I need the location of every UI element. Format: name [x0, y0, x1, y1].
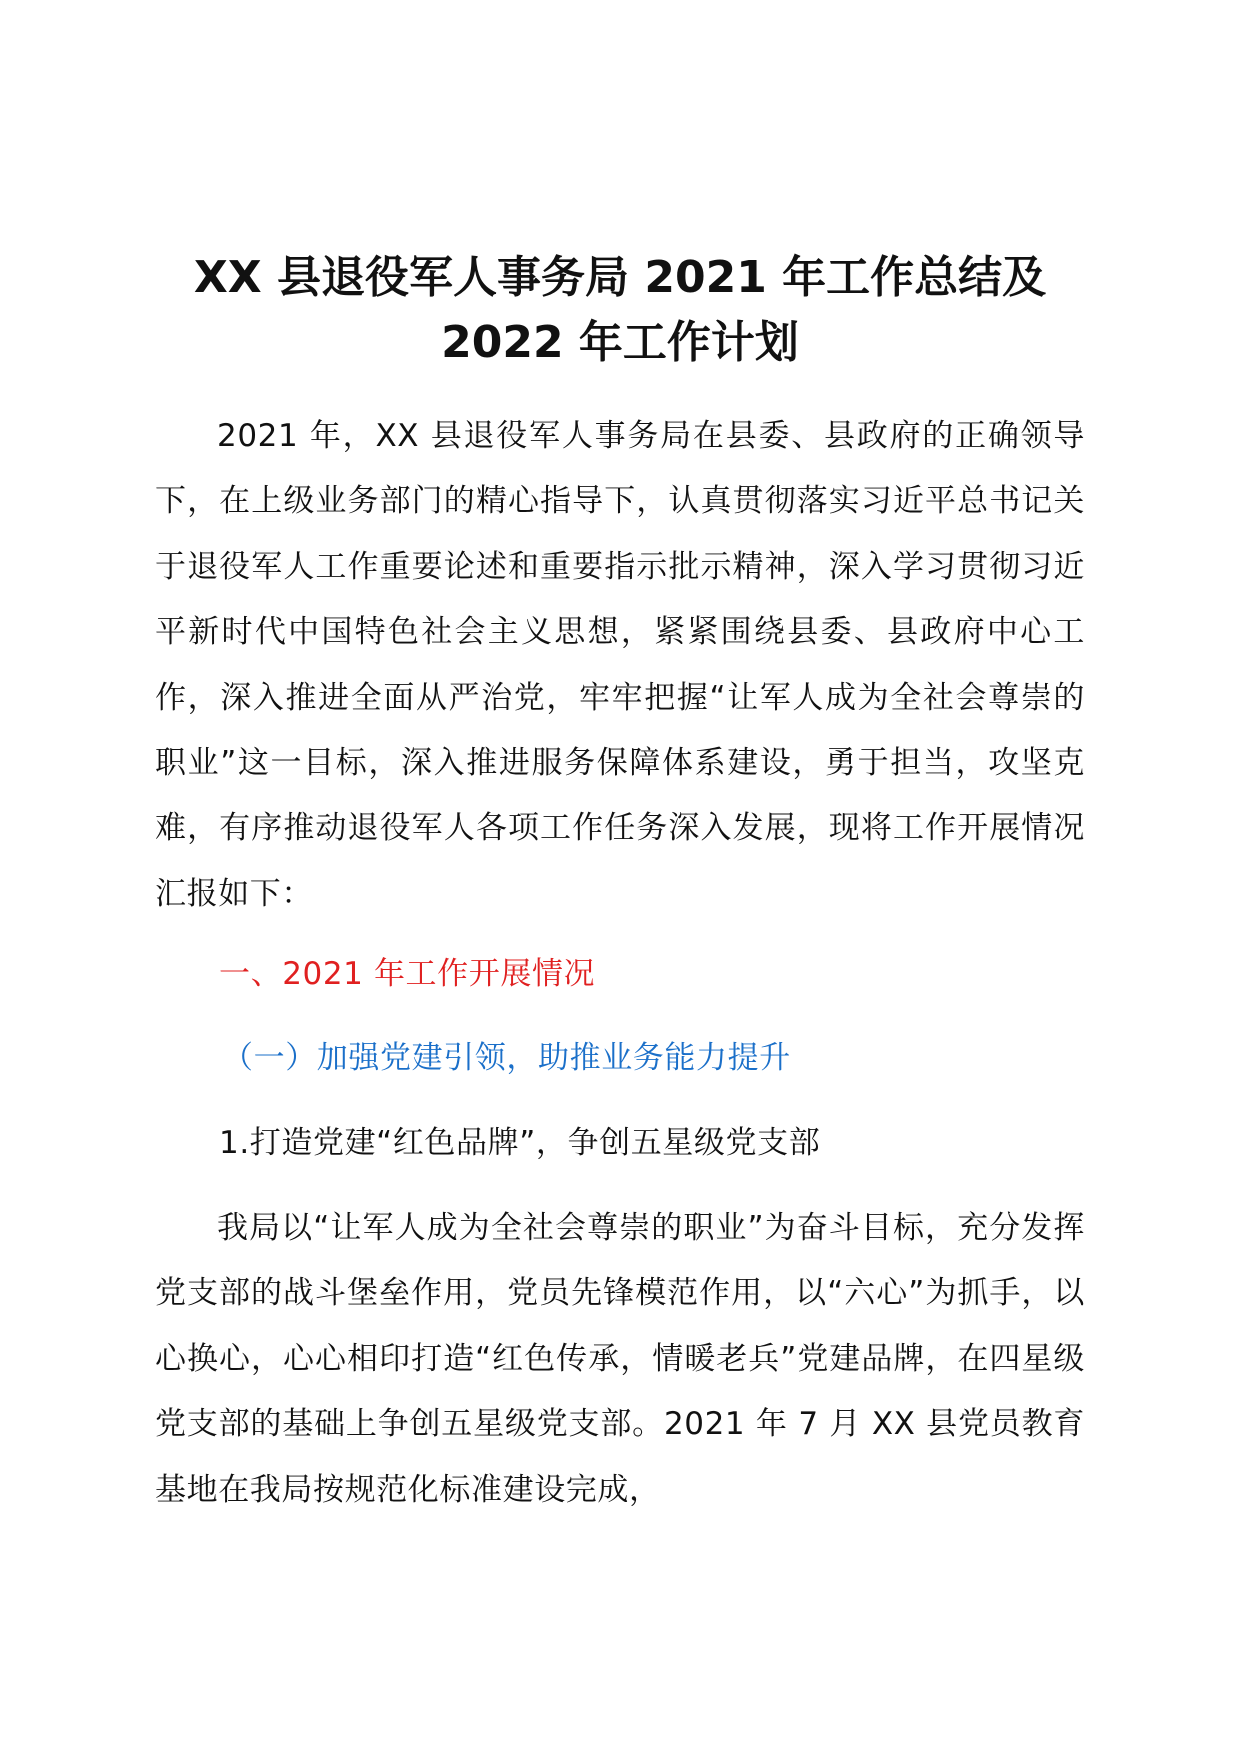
- item-heading: 1.打造党建“红色品牌”，争创五星级党支部: [219, 1125, 821, 1161]
- subsection-heading: （一）加强党建引领，助推业务能力提升: [222, 1040, 791, 1076]
- document-title-line-2: 2022 年工作计划: [441, 317, 799, 368]
- item-paragraph: 我局以“让军人成为全社会尊崇的职业”为奋斗目标，充分发挥党支部的战斗堡垒作用，党员先锋模范作用，以“六心”为抓手，以心换心，心心相印打造“红色传承，情暖老兵”党建品牌，在四星级党支部的基础上争创五星级党支部。2021 年 7 月 XX 县党员教育基地在我局按规范化标准建设完成，: [155, 1210, 1085, 1508]
- section-heading: 一、2021 年工作开展情况: [219, 956, 596, 992]
- intro-paragraph: 2021 年，XX 县退役军人事务局在县委、县政府的正确领导下，在上级业务部门的精心指导下，认真贯彻落实习近平总书记关于退役军人工作重要论述和重要指示批示精神，深入学习贯彻习近平新时代中国特色社会主义思想，紧紧围绕县委、县政府中心工作，深入推进全面从严治党，牢牢把握“让军人成为全社会尊崇的职业”这一目标，深入推进服务保障体系建设，勇于担当，攻坚克难，有序推动退役军人各项工作任务深入发展，现将工作开展情况汇报如下：: [155, 418, 1085, 912]
- document-title-line-1: XX 县退役军人事务局 2021 年工作总结及: [193, 252, 1047, 303]
